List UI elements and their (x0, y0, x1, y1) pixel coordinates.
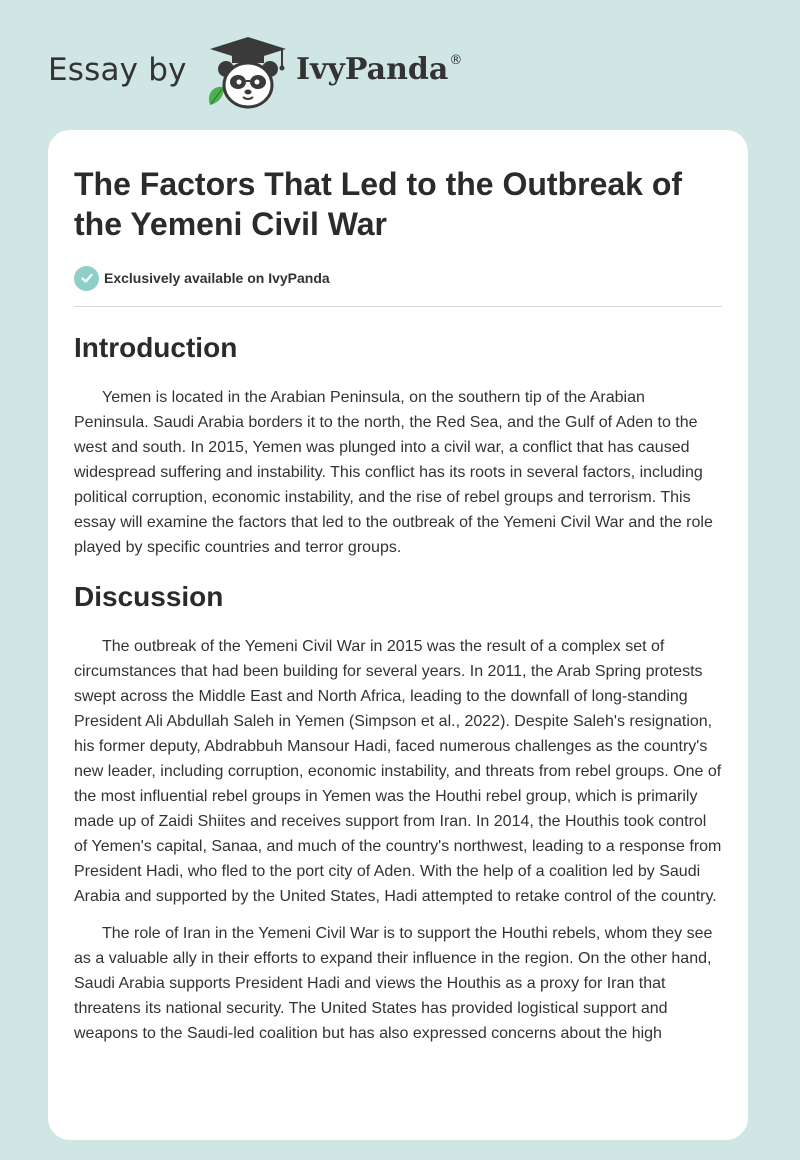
discussion-paragraph-2: The role of Iran in the Yemeni Civil War is to support the Houthi rebels, whom they see as a valuable ally in their efforts to expand their influence in the region. On the other hand, Saudi Arabia supports President Hadi and views the Houthis as a proxy for Iran that threatens its national security. The United States has provided logistical support and weapons to the Saudi-led coalition but has also expressed concerns about the high (74, 925, 713, 1042)
discussion-paragraph-1: The outbreak of the Yemeni Civil War in 2015 was the result of a complex set of circumstances that had been building for several years. In 2011, the Arab Spring protests swept across the Middle East and North Africa, leading to the downfall of long-standing President Ali Abdullah Saleh in Yemen (Simpson et al., 2022). Despite Saleh's resignation, his former deputy, Abdrabbuh Mansour Hadi, faced numerous challenges as the country's new leader, including corruption, economic instability, and threats from rebel groups. One of the most influential rebel groups in Yemen was the Houthi rebel group, which is primarily made up of Zaidi Shiites and receives support from Iran. In 2014, the Houthis took control of Yemen's capital, Sanaa, and much of the country's northwest, leading to a response from President Hadi, who fled to the port city of Aden. With the help of a coalition led by Saudi Arabia and supported by the United States, Hadi attempted to retake control of the country. (74, 638, 722, 905)
essay-title: The Factors That Led to the Outbreak of the Yemeni Civil War (74, 166, 683, 242)
divider (74, 306, 722, 307)
check-circle-icon (74, 266, 99, 291)
brand-prefix: Essay by (48, 52, 187, 88)
section-heading-discussion: Discussion (74, 581, 224, 612)
site-header (48, 30, 648, 120)
exclusive-badge (74, 264, 722, 292)
registered-mark: ® (449, 53, 463, 68)
introduction-paragraph: Yemen is located in the Arabian Peninsula, on the southern tip of the Arabian Peninsula. Saudi Arabia borders it to the north, the Red Sea, and the Gulf of Aden to the west and south. In 2015, Yemen was plunged into a civil war, a conflict that has caused widespread suffering and instability. This conflict has its roots in several factors, including political corruption, economic instability, and the rise of rebel groups and terrorism. This essay will examine the factors that led to the outbreak of the Yemeni Civil War and the role played by specific countries and terror groups. (74, 389, 713, 556)
brand-name: IvyPanda® (296, 52, 463, 87)
panda-graduate-logo-icon (202, 35, 294, 111)
badge-text: Exclusively available on IvyPanda (104, 270, 330, 286)
section-heading-introduction: Introduction (74, 332, 238, 363)
essay-card (48, 130, 748, 1140)
